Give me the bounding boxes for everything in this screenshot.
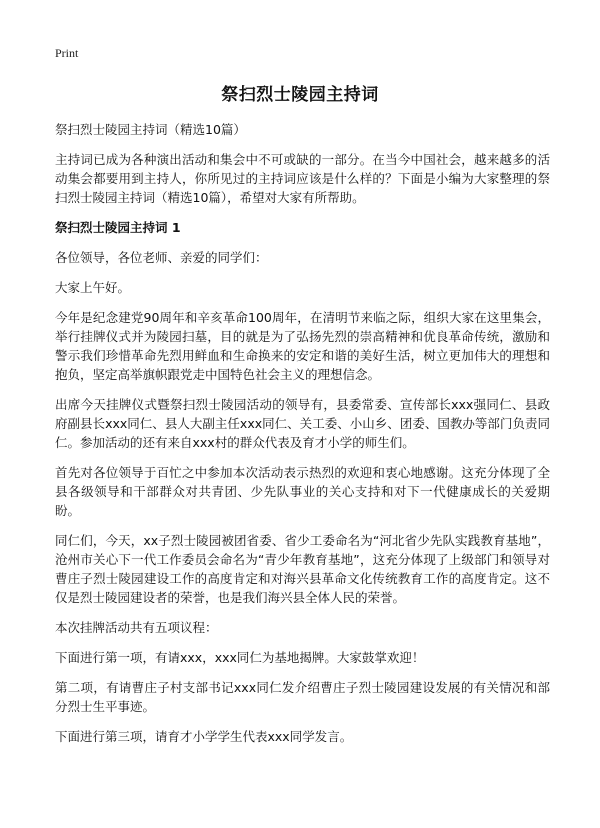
article-body — [55, 120, 550, 757]
paragraph-greeting: 各位领导，各位老师、亲爱的同学们： — [55, 250, 268, 265]
paragraph-naming: 同仁们，今天，xx子烈士陵园被团省委、省少工委命名为“河北省少先队实践教育基地”，沧州市关心下一代工作委员会命名为“青少年教育基地”，这充分体现了上级部门和领导对曹庄子烈士陵园建设工作的高度肯定和对海兴县革命文化传统教育工作的高度肯定。这不仅是烈士陵园建设者的荣誉，也是我们海兴县全体人民的荣誉。 — [55, 533, 550, 605]
paragraph-attendees: 出席今天挂牌仪式暨祭扫烈士陵园活动的领导有，县委常委、宣传部长xxx强同仁、县政府副县长xxx同仁、县人大副主任xxx同仁、关工委、小山乡、团委、国教办等部门负责同仁。参加活动的还有来自xxx村的群众代表及育才小学的师生们。 — [55, 397, 550, 450]
paragraph-item-2: 第二项，有请曹庄子村支部书记xxx同仁发介绍曹庄子烈士陵园建设发展的有关情况和部分烈士生平事迹。 — [55, 680, 550, 714]
paragraph-purpose: 今年是纪念建党90周年和辛亥革命100周年，在清明节来临之际，组织大家在这里集会，举行挂牌仪式并为陵园扫墓，目的就是为了弘扬先烈的崇高精神和优良革命传统，激励和警示我们珍惜革命先烈用鲜血和生命换来的安定和谐的美好生活，树立更加伟大的理想和抱负，坚定高举旗帜跟党走中国特色社会主义的理想信念。 — [55, 310, 550, 382]
paragraph-thanks: 首先对各位领导于百忙之中参加本次活动表示热烈的欢迎和衷心地感谢。这充分体现了全县各级领导和干部群众对共青团、少先队事业的关心支持和对下一代健康成长的关爱期盼。 — [55, 465, 550, 518]
paragraph-item-3: 下面进行第三项，请育才小学学生代表xxx同学发言。 — [55, 729, 353, 744]
article-subtitle: 祭扫烈士陵园主持词（精选10篇） — [55, 122, 246, 137]
paragraph-agenda: 本次挂牌活动共有五项议程： — [55, 620, 218, 635]
section-heading: 祭扫烈士陵园主持词 1 — [55, 220, 181, 235]
print-link[interactable]: Print — [55, 46, 79, 60]
page-title: 祭扫烈士陵园主持词 — [221, 85, 379, 105]
intro-paragraph: 主持词已成为各种演出活动和集会中不可或缺的一部分。在当今中国社会，越来越多的活动集会都要用到主持人，你所见过的主持词应该是什么样的？下面是小编为大家整理的祭扫烈士陵园主持词（精选10篇），希望对大家有所帮助。 — [55, 152, 550, 205]
paragraph-morning: 大家上午好。 — [55, 280, 131, 295]
paragraph-item-1: 下面进行第一项，有请xxx，xxx同仁为基地揭牌。大家鼓掌欢迎！ — [55, 650, 425, 665]
